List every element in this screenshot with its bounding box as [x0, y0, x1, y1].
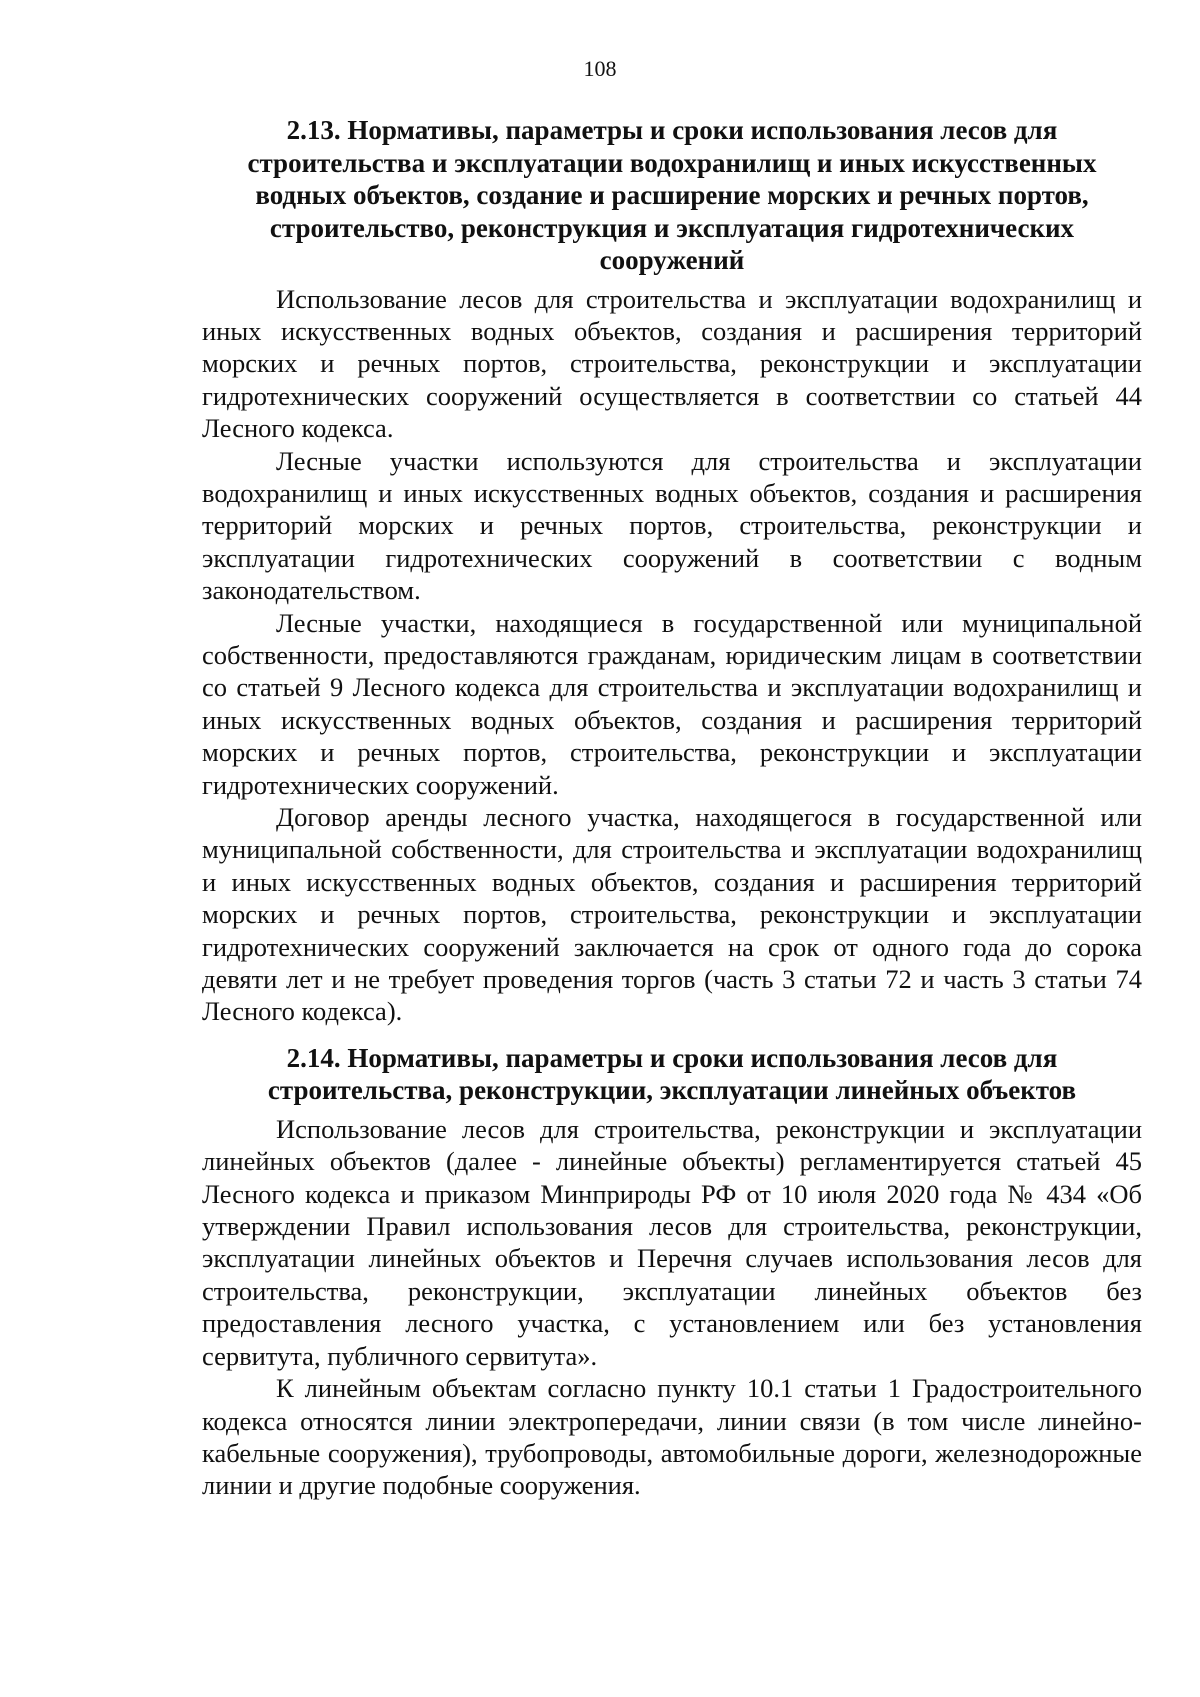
paragraph: Лесные участки используются для строительства и эксплуатации водохранилищ и иных искусственных водных объектов, создания и расширения территорий морских и речных портов, строительства, реконструкции и эксплуатации гидротехнических сооружений в соответствии с водным законодательством.: [202, 445, 1142, 606]
page-number: 108: [583, 56, 617, 81]
page-content: [202, 114, 1142, 1502]
section-heading-2-13: 2.13. Нормативы, параметры и сроки использования лесов для строительства и эксплуатации водохранилищ и иных искусственных водных объектов, создание и расширение морских и речных портов, строительство, реконструкция и эксплуатация гидротехнических сооружений: [247, 115, 1097, 275]
paragraph: Лесные участки, находящиеся в государственной или муниципальной собственности, предоставляются гражданам, юридическим лицам в соответствии со статьей 9 Лесного кодекса для строительства и эксплуатации водохранилищ и иных искусственных водных объектов, создания и расширения территорий морских и речных портов, строительства, реконструкции и эксплуатации гидротехнических сооружений.: [202, 607, 1142, 800]
section-heading-2-14: 2.14. Нормативы, параметры и сроки использования лесов для строительства, реконструкции, эксплуатации линейных объектов: [267, 1042, 1077, 1106]
paragraph: Использование лесов для строительства и эксплуатации водохранилищ и иных искусственных водных объектов, создания и расширения территорий морских и речных портов, строительства, реконструкции и эксплуатации гидротехнических сооружений осуществляется в соответствии со статьей 44 Лесного кодекса.: [202, 283, 1142, 444]
paragraph: К линейным объектам согласно пункту 10.1 статьи 1 Градостроительного кодекса относятся линии электропередачи, линии связи (в том числе линейно-кабельные сооружения), трубопроводы, автомобильные дороги, железнодорожные линии и другие подобные сооружения.: [202, 1373, 1142, 1501]
paragraph: Использование лесов для строительства, реконструкции и эксплуатации линейных объектов (далее - линейные объекты) регламентируется статьей 45 Лесного кодекса и приказом Минприроды РФ от 10 июля 2020 года № 434 «Об утверждении Правил использования лесов для строительства, реконструкции, эксплуатации линейных объектов и Перечня случаев использования лесов для строительства, реконструкции, эксплуатации линейных объектов без предоставления лесного участка, с установлением или без установления сервитута, публичного сервитута».: [202, 1113, 1142, 1371]
paragraph: Договор аренды лесного участка, находящегося в государственной или муниципальной собственности, для строительства и эксплуатации водохранилищ и иных искусственных водных объектов, создания и расширения территорий морских и речных портов, строительства, реконструкции и эксплуатации гидротехнических сооружений заключается на срок от одного года до сорока девяти лет и не требует проведения торгов (часть 3 статьи 72 и часть 3 статьи 74 Лесного кодекса).: [202, 802, 1142, 1027]
